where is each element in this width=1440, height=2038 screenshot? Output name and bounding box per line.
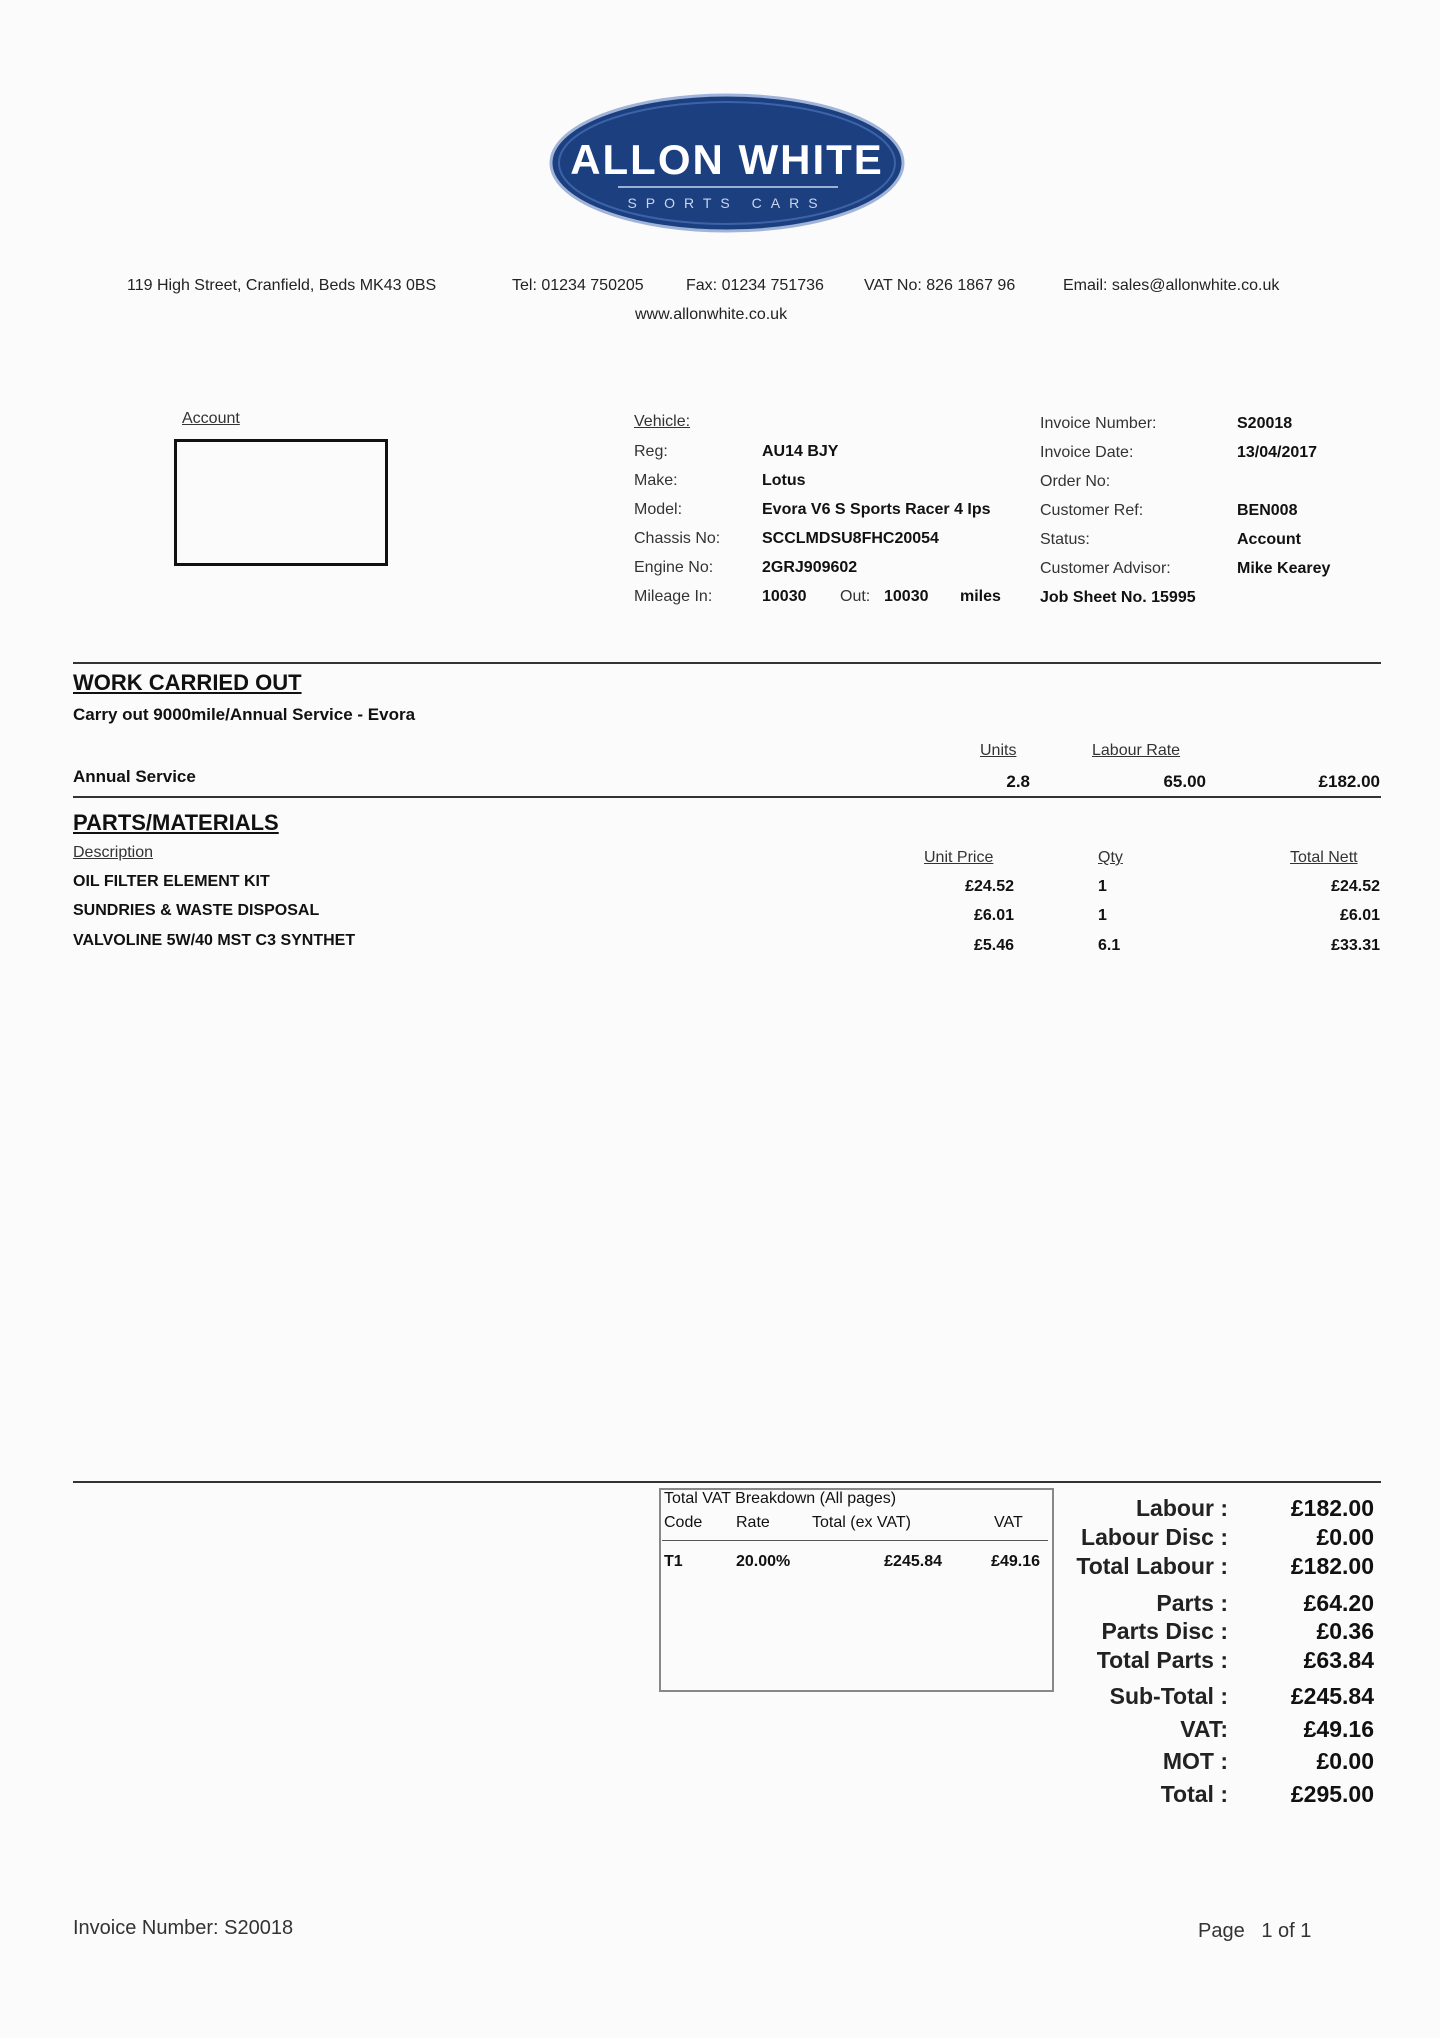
mileage-in-value: 10030 <box>762 588 807 605</box>
divider-work <box>73 796 1381 798</box>
vat-value: £49.16 <box>1303 1716 1374 1742</box>
part-qty: 1 <box>1098 878 1107 895</box>
customer-ref-value: BEN008 <box>1237 502 1298 519</box>
parts-heading: PARTS/MATERIALS <box>73 810 279 835</box>
status-value: Account <box>1237 531 1301 548</box>
divider-totals <box>73 1481 1381 1483</box>
advisor-label: Customer Advisor: <box>1040 560 1171 577</box>
divider-top <box>73 662 1381 664</box>
total-labour-value: £182.00 <box>1290 1553 1374 1579</box>
chassis-label: Chassis No: <box>634 530 721 547</box>
vat-vat-header: VAT <box>994 1514 1023 1531</box>
mileage-out-label: Out: <box>840 588 871 605</box>
company-logo <box>548 92 906 234</box>
company-email: Email: sales@allonwhite.co.uk <box>1063 277 1280 294</box>
vat-header-rule <box>662 1540 1048 1541</box>
chassis-value: SCCLMDSU8FHC20054 <box>762 530 939 547</box>
vat-total-ex-header: Total (ex VAT) <box>812 1514 911 1531</box>
work-description: Carry out 9000mile/Annual Service - Evora <box>73 705 416 724</box>
units-header: Units <box>980 742 1017 759</box>
grand-total-value: £295.00 <box>1290 1781 1374 1807</box>
parts-total-header: Total Nett <box>1290 849 1358 866</box>
account-box <box>174 439 388 566</box>
labour-label: Labour : <box>1136 1495 1228 1521</box>
vat-code: T1 <box>664 1553 683 1570</box>
part-unit-price: £5.46 <box>973 937 1014 954</box>
sub-total-label: Sub-Total : <box>1109 1683 1228 1709</box>
part-qty: 6.1 <box>1098 937 1121 954</box>
customer-ref-label: Customer Ref: <box>1040 502 1144 519</box>
company-tel: Tel: 01234 750205 <box>512 277 644 294</box>
company-website: www.allonwhite.co.uk <box>635 306 788 323</box>
footer-page-number: Page 1 of 1 <box>1198 1920 1312 1942</box>
status-label: Status: <box>1040 531 1090 548</box>
vat-breakdown-title: Total VAT Breakdown (All pages) <box>664 1490 897 1507</box>
parts-description-header: Description <box>73 844 154 861</box>
invoice-date-label: Invoice Date: <box>1040 444 1134 461</box>
vat-amount: £49.16 <box>991 1553 1040 1570</box>
company-vat-no: VAT No: 826 1867 96 <box>864 277 1016 294</box>
make-value: Lotus <box>762 472 806 489</box>
invoice-number-value: S20018 <box>1237 415 1293 432</box>
part-total: £24.52 <box>1331 878 1380 895</box>
account-label: Account <box>182 410 240 427</box>
invoice-date-value: 13/04/2017 <box>1237 444 1318 461</box>
total-parts-label: Total Parts : <box>1096 1647 1228 1673</box>
mileage-out-value: 10030 <box>884 588 929 605</box>
part-qty: 1 <box>1098 907 1107 924</box>
logo-main-text: ALLON WHITE <box>570 136 884 183</box>
mileage-in-label: Mileage In: <box>634 588 713 605</box>
labour-rate-header: Labour Rate <box>1092 742 1181 759</box>
parts-value: £64.20 <box>1303 1590 1374 1616</box>
parts-qty-header: Qty <box>1098 849 1123 866</box>
vat-rate: 20.00% <box>736 1553 791 1570</box>
logo-sub-text: SPORTS CARS <box>627 195 827 211</box>
part-description: VALVOLINE 5W/40 MST C3 SYNTHET <box>73 932 356 949</box>
total-labour-label: Total Labour : <box>1076 1553 1228 1579</box>
mot-label: MOT : <box>1162 1748 1228 1774</box>
part-total: £6.01 <box>1339 907 1380 924</box>
advisor-value: Mike Kearey <box>1237 560 1331 577</box>
work-rate: 65.00 <box>1163 772 1206 791</box>
vat-label: VAT: <box>1180 1716 1228 1742</box>
work-total: £182.00 <box>1318 772 1380 791</box>
part-description: OIL FILTER ELEMENT KIT <box>73 873 270 890</box>
parts-disc-label: Parts Disc : <box>1101 1618 1228 1644</box>
job-sheet-number: Job Sheet No. 15995 <box>1040 589 1196 606</box>
mileage-unit: miles <box>960 588 1001 605</box>
engine-value: 2GRJ909602 <box>762 559 858 576</box>
work-item: Annual Service <box>73 767 196 786</box>
vat-rate-header: Rate <box>736 1514 770 1531</box>
sub-total-value: £245.84 <box>1290 1683 1374 1709</box>
part-unit-price: £6.01 <box>973 907 1014 924</box>
engine-label: Engine No: <box>634 559 714 576</box>
reg-value: AU14 BJY <box>762 443 839 460</box>
grand-total-label: Total : <box>1160 1781 1228 1807</box>
company-fax: Fax: 01234 751736 <box>686 277 824 294</box>
work-units: 2.8 <box>1006 772 1030 791</box>
model-value: Evora V6 S Sports Racer 4 Ips <box>762 501 991 518</box>
work-heading: WORK CARRIED OUT <box>73 670 302 695</box>
labour-disc-label: Labour Disc : <box>1081 1524 1228 1550</box>
parts-disc-value: £0.36 <box>1316 1618 1374 1644</box>
vat-total-ex: £245.84 <box>884 1553 942 1570</box>
parts-label: Parts : <box>1156 1590 1228 1616</box>
part-total: £33.31 <box>1331 937 1380 954</box>
footer-invoice-number: Invoice Number: S20018 <box>73 1917 294 1939</box>
vehicle-heading: Vehicle: <box>634 413 691 430</box>
reg-label: Reg: <box>634 443 668 460</box>
model-label: Model: <box>634 501 683 518</box>
order-no-label: Order No: <box>1040 473 1111 490</box>
vat-code-header: Code <box>664 1514 703 1531</box>
total-parts-value: £63.84 <box>1303 1647 1374 1673</box>
parts-unit-price-header: Unit Price <box>924 849 994 866</box>
company-address: 119 High Street, Cranfield, Beds MK43 0BS <box>127 277 437 294</box>
invoice-number-label: Invoice Number: <box>1040 415 1157 432</box>
mot-value: £0.00 <box>1316 1748 1374 1774</box>
labour-disc-value: £0.00 <box>1316 1524 1374 1550</box>
labour-value: £182.00 <box>1290 1495 1374 1521</box>
make-label: Make: <box>634 472 678 489</box>
part-description: SUNDRIES & WASTE DISPOSAL <box>73 902 320 919</box>
part-unit-price: £24.52 <box>965 878 1014 895</box>
